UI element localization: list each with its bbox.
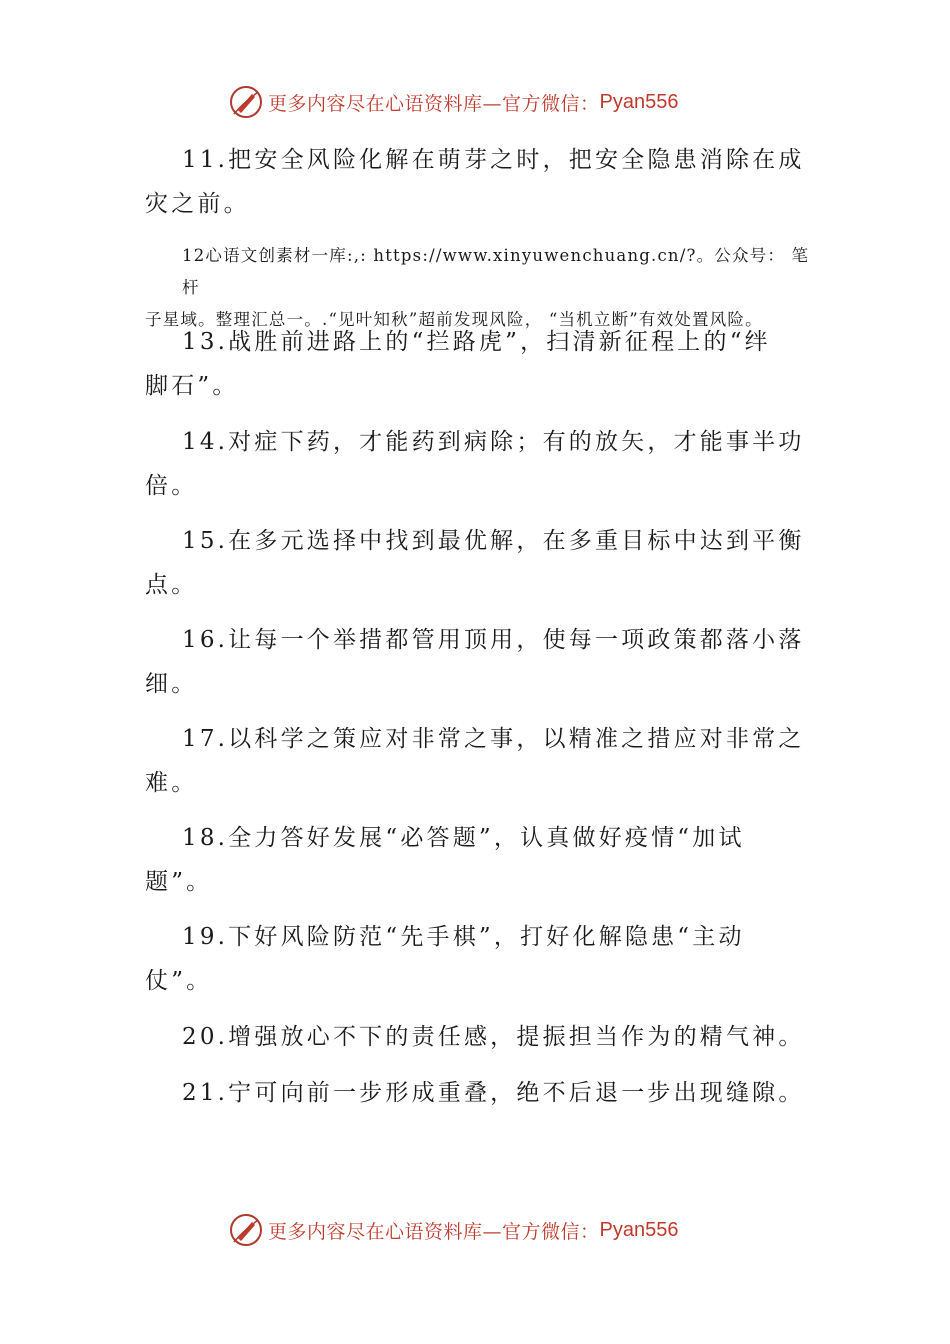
list-item: 11.把安全风险化解在萌芽之时，把安全隐患消除在成 灾之前。 xyxy=(145,147,805,217)
pen-logo-icon xyxy=(228,84,264,120)
list-item: 14.对症下药，才能药到病除；有的放矢，才能事半功 倍。 xyxy=(145,429,805,499)
list-item: 19.下好风险防范“先手棋”，打好化解隐患“主动 仗”。 xyxy=(145,924,745,994)
list-item: 18.全力答好发展“必答题”，认真做好疫情“加试 题”。 xyxy=(145,825,745,895)
list-item: 12心语文创素材一库:,: https://www.xinyuwenchuang.cn/?。公众号： 笔杆 子星域。整理汇总一。.“见叶知秋”超前发现风险， “当机立断”有效处置风险。 xyxy=(145,246,810,329)
pen-logo-icon xyxy=(228,1212,264,1248)
banner-text: 更多内容尽在心语资料库—官方微信： xyxy=(268,92,600,115)
header-banner xyxy=(228,84,678,120)
banner-text: 更多内容尽在心语资料库—官方微信： xyxy=(268,1220,600,1243)
wechat-id: Pyan556 xyxy=(599,90,679,113)
footer-banner xyxy=(228,1212,678,1248)
list-item: 16.让每一个举措都管用顶用，使每一项政策都落小落 细。 xyxy=(145,627,805,697)
list-item: 15.在多元选择中找到最优解，在多重目标中达到平衡 点。 xyxy=(145,528,805,598)
list-item: 21.宁可向前一步形成重叠，绝不后退一步出现缝隙。 xyxy=(182,1080,805,1106)
list-item: 20.增强放心不下的责任感，提振担当作为的精气神。 xyxy=(182,1024,805,1050)
list-item: 17.以科学之策应对非常之事，以精准之措应对非常之 难。 xyxy=(145,726,805,796)
wechat-id: Pyan556 xyxy=(599,1218,679,1241)
list-item: 13.战胜前进路上的“拦路虎”，扫清新征程上的“绊 脚石”。 xyxy=(145,329,771,399)
